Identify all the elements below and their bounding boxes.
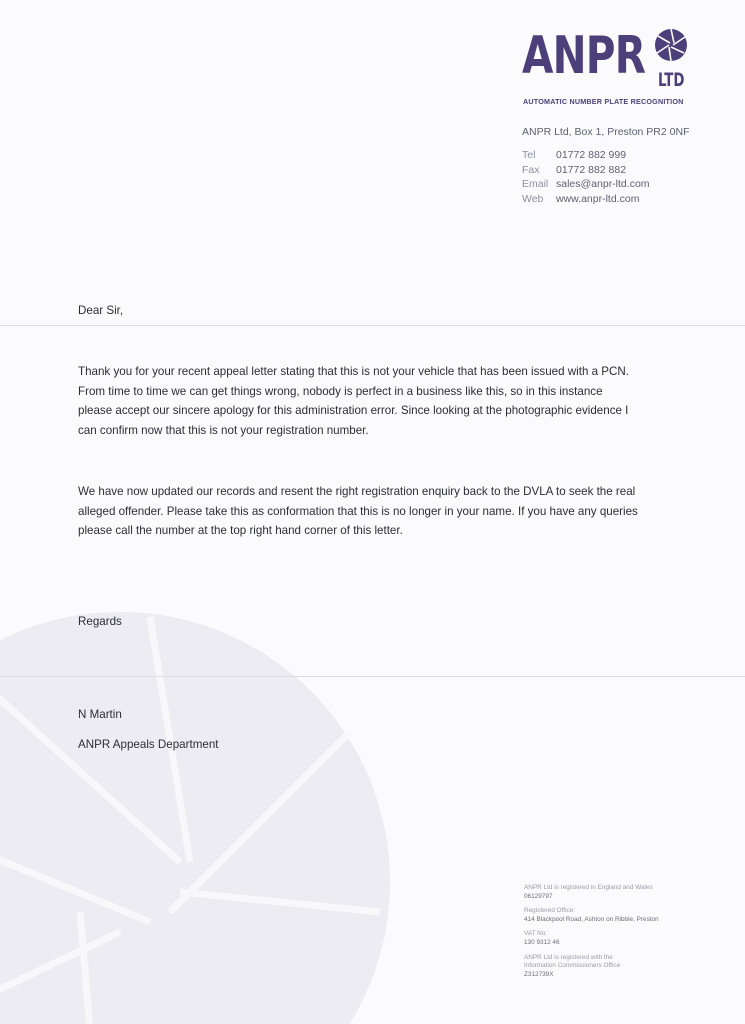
- aperture-watermark-icon: [0, 612, 390, 1024]
- contact-value: 01772 882 999: [556, 149, 627, 161]
- logo-wordmark: ANPR: [522, 26, 646, 86]
- footer-label: VAT No:: [524, 930, 548, 938]
- contact-value: sales@anpr-ltd.com: [556, 178, 650, 191]
- contact-details: [522, 148, 650, 206]
- fold-line: [0, 325, 745, 326]
- letter-paragraph: Thank you for your recent appeal letter stating that this is not your vehicle that has been issued with a PCN. From time to time we can get things wrong, nobody is perfect in a business like this, so in this instance please accept our sincere apology for this administration error. Since looking at the photographic evidence I can confirm now that this is not your registration number.: [78, 365, 630, 437]
- company-tagline: AUTOMATIC NUMBER PLATE RECOGNITION: [523, 97, 684, 106]
- signatory-name: N Martin: [78, 708, 122, 721]
- contact-value: 01772 882 882: [556, 163, 627, 176]
- footer-label: ANPR Ltd is registered in England and Wales: [524, 884, 653, 891]
- signatory-department: ANPR Appeals Department: [78, 738, 219, 751]
- footer-label: ANPR Ltd is registered with the: [524, 953, 613, 961]
- contact-label: Email: [522, 178, 549, 191]
- company-number: 06129797: [524, 892, 553, 900]
- footer-ico: [524, 954, 659, 980]
- fold-line: [0, 676, 745, 677]
- aperture-icon: [654, 28, 688, 62]
- footer-registration: [524, 884, 659, 901]
- contact-label: Fax: [522, 163, 540, 176]
- footer-label: Registered Office:: [524, 907, 576, 915]
- company-logo: [522, 26, 702, 96]
- contact-label: Tel: [522, 149, 536, 161]
- company-address: ANPR Ltd, Box 1, Preston PR2 0NF: [522, 126, 690, 138]
- footer-vat: [524, 930, 659, 947]
- vat-number: 130 9312 46: [524, 938, 560, 946]
- contact-label: Web: [522, 192, 544, 205]
- contact-row-tel: [522, 148, 650, 163]
- office-address: 414 Blackpool Road, Ashton on Ribble, Preston: [524, 915, 659, 923]
- salutation: Dear Sir,: [78, 304, 124, 317]
- footer-label: Information Commissioners Office: [524, 962, 621, 970]
- footer-office: [524, 907, 659, 924]
- closing: Regards: [78, 615, 122, 628]
- ico-number: Z312739X: [524, 970, 554, 978]
- letter-paragraph: We have now updated our records and resent the right registration enquiry back to the DVLA to seek the real alleged offender. Please take this as conformation that this is no longer in your name. If you have any queries please call the number at the top right hand corner of this letter.: [78, 485, 638, 538]
- logo-suffix: LTD: [658, 69, 685, 91]
- contact-row-web: [522, 192, 650, 207]
- contact-row-email: [522, 177, 650, 192]
- contact-value: www.anpr-ltd.com: [556, 192, 640, 205]
- contact-row-fax: [522, 163, 650, 178]
- registration-footer: [524, 884, 659, 985]
